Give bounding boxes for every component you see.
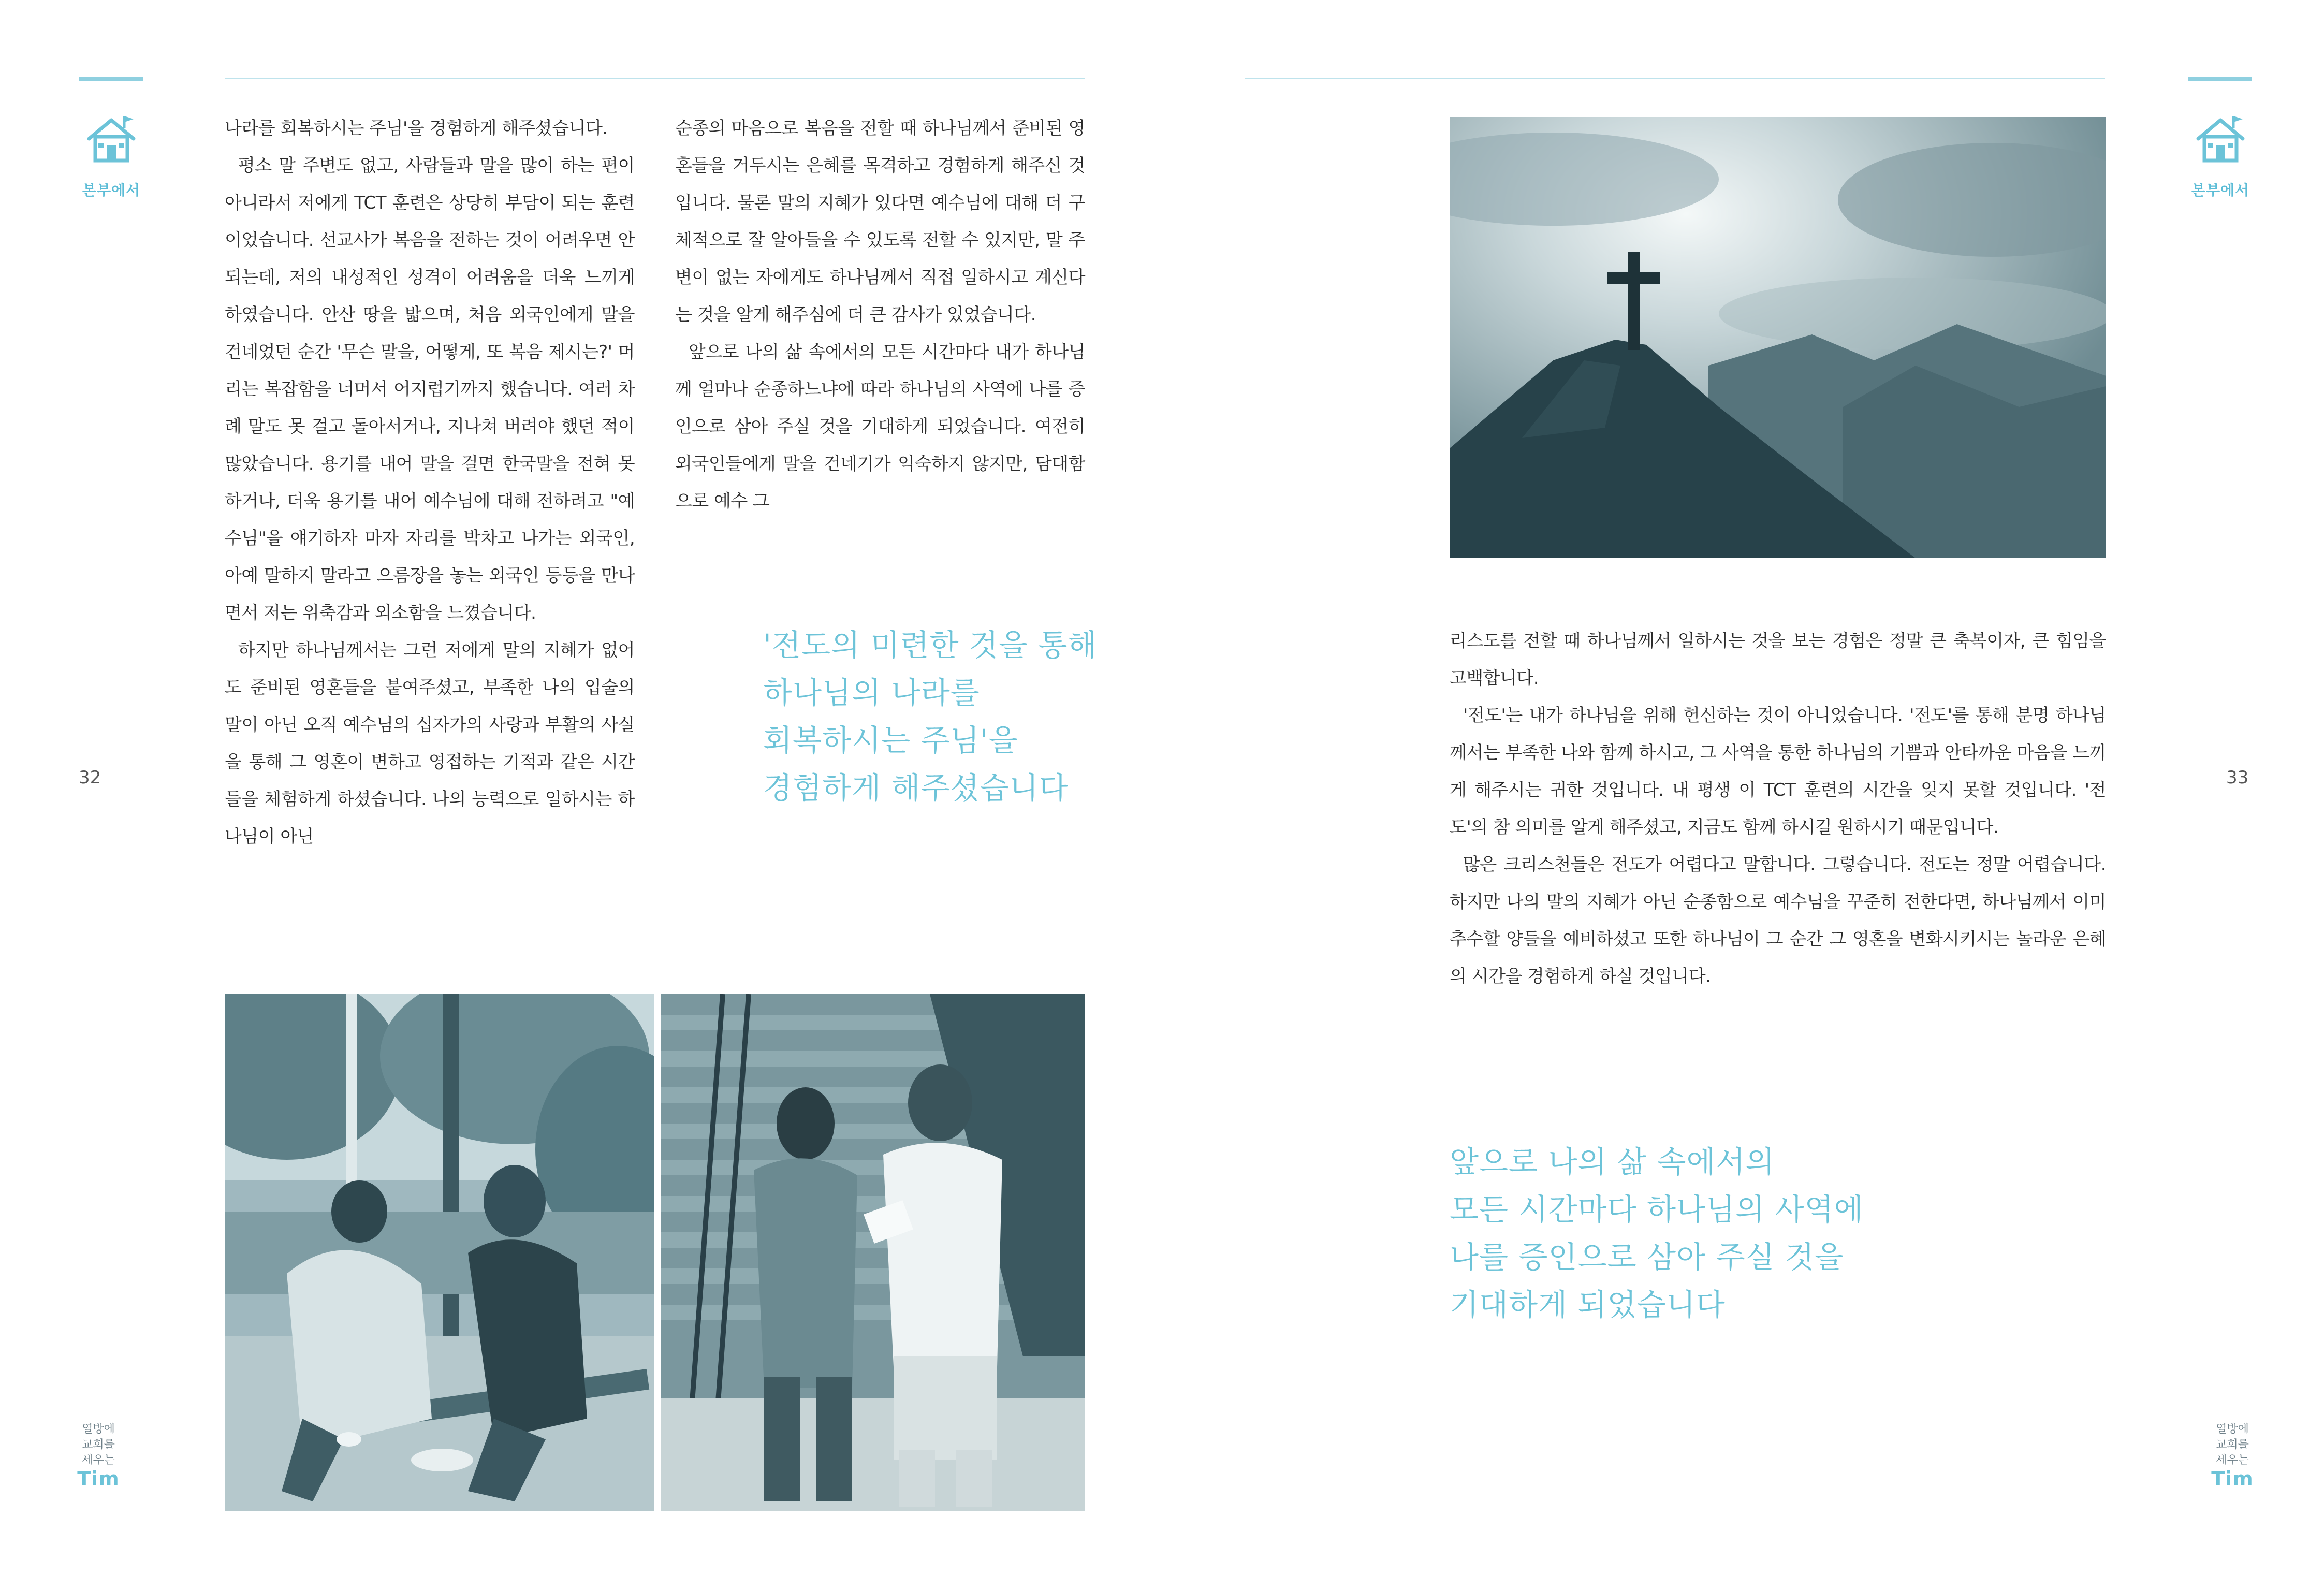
- brand-line: 세우는: [2216, 1454, 2249, 1467]
- brand-line: 세우는: [82, 1454, 115, 1467]
- paragraph: 리스도를 전할 때 하나님께서 일하시는 것을 보는 경험은 정말 큰 축복이자, 큰 힘임을 고백합니다.: [1450, 631, 2106, 689]
- photo-cross-mountain: [1450, 117, 2106, 558]
- photo-stairs-men: [661, 994, 1085, 1511]
- paragraph: 평소 말 주변도 없고, 사람들과 말을 많이 하는 편이 아니라서 저에게 TCT 훈련은 상당히 부담이 되는 훈련이었습니다. 선교사가 복음을 전하는 것이 어려우면 안되는데, 저의 내성적인 성격이 어려움을 더욱 느끼게 하였습니다. 안산 땅을 밟으며, 처음 외국인에게 말을 건네었던 순간 '무슨 말을, 어떻게, 또 복음 제시는?' 머리는 복잡함을 너머서 어지럽기까지 했습니다. 여러 차례 말도 못 걸고 돌아서거나, 지나쳐 버려야 했던 적이 많았습니다. 용기를 내어 말을 걸면 한국말을 전혀 못하거나, 더욱 용기를 내어 예수님에 대해 전하려고 "예수님"을 얘기하자 마자 자리를 박차고 나가는 외국인, 아예 말하지 말라고 으름장을 놓는 외국인 등등을 만나면서 저는 위축감과 외소함을 느꼈습니다.: [225, 155, 635, 623]
- pull-quote-line: 나를 증인으로 삼아 주실 것을: [1450, 1239, 1845, 1275]
- left-column-2: [675, 110, 1085, 520]
- right-body: [1450, 622, 2106, 995]
- right-pull-quote: [1450, 1138, 1864, 1329]
- right-top-rule: [1245, 78, 2105, 79]
- brand-line: 교회를: [2216, 1438, 2249, 1451]
- section-label: 본부에서: [82, 182, 141, 199]
- right-accent-bar: [2188, 77, 2252, 81]
- paragraph: '전도'는 내가 하나님을 위해 헌신하는 것이 아니었습니다. '전도'를 통해 분명 하나님께서는 부족한 나와 함께 하시고, 그 사역을 통한 하나님의 기쁨과 안타까운 마음을 느끼게 해주시는 귀한 것입니다. 내 평생 이 TCT 훈련의 시간을 잊지 못할 것입니다. '전도'의 참 의미를 알게 해주셨고, 지금도 함께 하시길 원하시기 때문입니다.: [1450, 705, 2106, 838]
- brand-logo: Tim: [77, 1467, 120, 1490]
- left-section-header: [72, 113, 150, 200]
- page-number-left: 32: [79, 767, 101, 788]
- photo-outdoor-bench: [225, 994, 654, 1511]
- paragraph: 많은 크리스천들은 전도가 어렵다고 말합니다. 그렇습니다. 전도는 정말 어렵습니다. 하지만 나의 말의 지혜가 아닌 순종함으로 예수님을 꾸준히 전한다면, 하나님께서 이미 추수할 양들을 예비하셨고 또한 하나님이 그 순간 그 영혼을 변화시키시는 놀라운 은혜의 시간을 경험하게 하실 것입니다.: [1450, 854, 2106, 987]
- paragraph: 순종의 마음으로 복음을 전할 때 하나님께서 준비된 영혼들을 거두시는 은혜를 목격하고 경험하게 해주신 것입니다. 물론 말의 지혜가 있다면 예수님에 대해 더 구체적으로 잘 알아들을 수 있도록 전할 수 있지만, 말 주변이 없는 자에게도 하나님께서 직접 일하시고 계신다는 것을 알게 해주심에 더 큰 감사가 있었습니다.: [675, 118, 1085, 325]
- section-label: 본부에서: [2191, 182, 2250, 199]
- home-icon: [83, 113, 140, 165]
- pull-quote-line: 회복하시는 주님'을: [763, 723, 1018, 758]
- pull-quote-line: 기대하게 되었습니다: [1450, 1287, 1726, 1322]
- pull-quote-line: 하나님의 나라를: [763, 675, 980, 710]
- right-section-header: [2182, 113, 2259, 200]
- brand-line: 열방에: [2216, 1423, 2249, 1436]
- paragraph: 하지만 하나님께서는 그런 저에게 말의 지혜가 없어도 준비된 영혼들을 붙여주셨고, 부족한 나의 입술의 말이 아닌 오직 예수님의 십자가의 사랑과 부활의 사실을 통해 그 영혼이 변하고 영접하는 기적과 같은 시간들을 체험하게 하셨습니다. 나의 능력으로 일하시는 하나님이 아닌: [225, 640, 635, 847]
- brand-logo: Tim: [2211, 1467, 2254, 1490]
- left-pull-quote: [763, 621, 1098, 812]
- pull-quote-line: 경험하게 해주셨습니다: [763, 770, 1069, 806]
- paragraph: 앞으로 나의 삶 속에서의 모든 시간마다 내가 하나님께 얼마나 순종하느냐에 따라 하나님의 사역에 나를 증인으로 삼아 주실 것을 기대하게 되었습니다. 여전히 외국인들에게 말을 건네기가 익숙하지 않지만, 담대함으로 예수 그: [675, 342, 1085, 512]
- home-icon: [2192, 113, 2249, 165]
- brand-line: 열방에: [82, 1423, 115, 1436]
- brand-line: 교회를: [82, 1438, 115, 1451]
- brand-block-right: [2206, 1422, 2258, 1489]
- left-accent-bar: [79, 77, 143, 81]
- left-top-rule: [225, 78, 1085, 79]
- brand-block-left: [72, 1422, 124, 1489]
- pull-quote-line: 앞으로 나의 삶 속에서의: [1450, 1144, 1775, 1179]
- page-number-right: 33: [2226, 767, 2249, 788]
- pull-quote-line: 모든 시간마다 하나님의 사역에: [1450, 1192, 1864, 1227]
- paragraph: 나라를 회복하시는 주님'을 경험하게 해주셨습니다.: [225, 118, 608, 139]
- left-column-1: [225, 110, 635, 855]
- pull-quote-line: '전도의 미련한 것을 통해: [763, 628, 1098, 663]
